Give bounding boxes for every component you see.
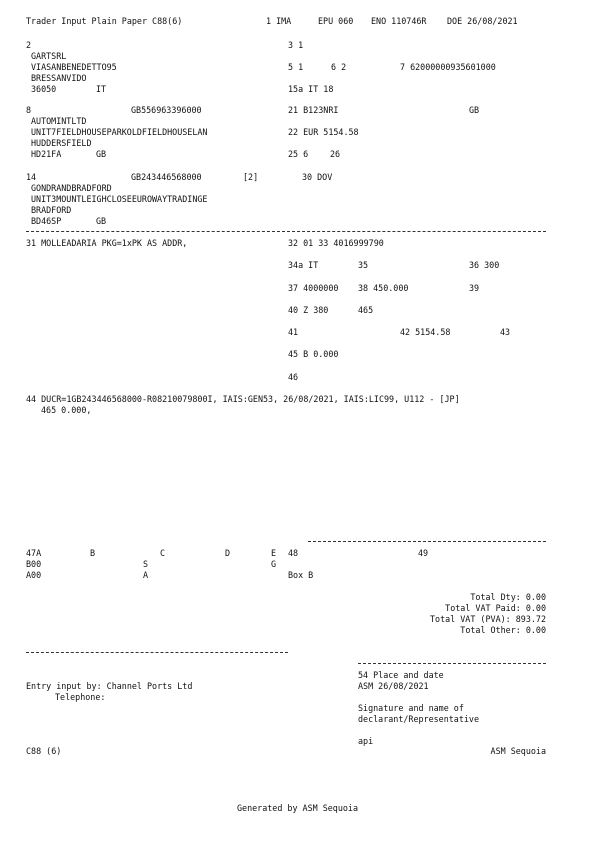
box46-statistical-value: 46 <box>288 372 299 382</box>
box1-declaration-type: 1 IMA <box>266 16 292 26</box>
box47-row2-a: A00 <box>26 570 42 580</box>
box47-row1-b: S <box>143 559 149 569</box>
box42-item-price: 42 5154.58 <box>400 327 451 337</box>
box41-supplementary-units: 41 <box>288 327 299 337</box>
declarant-city: BRADFORD <box>31 205 72 215</box>
box25-transport-mode: 25 6 <box>288 149 309 159</box>
total-duty: Total Dty: 0.00 <box>470 592 546 602</box>
box32-commodity-code: 32 01 33 4016999790 <box>288 238 384 248</box>
box43-valuation: 43 <box>500 327 511 337</box>
consignor-country: IT <box>96 84 107 94</box>
box47-row1-c: G <box>271 559 277 569</box>
box45-adjustment: 45 B 0.000 <box>288 349 339 359</box>
form-title: Trader Input Plain Paper C88(6) <box>26 16 183 26</box>
consignee-postcode: HD21FA <box>31 149 62 159</box>
total-other: Total Other: 0.00 <box>460 625 546 635</box>
declarant-eori: GB243446568000 <box>131 172 202 182</box>
declarant-name: GONDRANDBRADFORD <box>31 183 112 193</box>
box54-label: 54 Place and date <box>358 670 444 680</box>
box47-top-divider <box>308 541 546 542</box>
box44-additional-info-cont: 465 0.000, <box>41 405 92 415</box>
box2-number: 2 <box>26 40 32 50</box>
box39-quota: 39 <box>469 283 480 293</box>
box26-inland-mode: 26 <box>330 149 341 159</box>
box37-procedure: 37 4000000 <box>288 283 339 293</box>
consignor-name: GARTSRL <box>31 51 67 61</box>
box21-country: GB <box>469 105 480 115</box>
box14-number: 14 <box>26 172 37 182</box>
signature-label: Signature and name of <box>358 703 464 713</box>
entry-input-by: Entry input by: Channel Ports Ltd <box>26 681 193 691</box>
software-name: ASM Sequoia <box>490 746 546 756</box>
consignee-street: UNIT7FIELDHOUSEPARKOLDFIELDHOUSELAN <box>31 127 208 137</box>
box-b-accounting: Box B <box>288 570 314 580</box>
box54-divider <box>358 663 546 664</box>
declarant-status-code: [2] <box>243 172 259 182</box>
entry-number: ENO 110746R <box>371 16 427 26</box>
box49-warehouse: 49 <box>418 548 429 558</box>
box21-transport: 21 B123NRI <box>288 105 339 115</box>
box38-net-mass: 38 450.000 <box>358 283 409 293</box>
box3-forms: 3 1 <box>288 40 304 50</box>
box40-previous-document: 40 Z 380 <box>288 305 329 315</box>
box22-currency-amount: 22 EUR 5154.58 <box>288 127 359 137</box>
box5-items: 5 1 <box>288 62 304 72</box>
box54-place-date: ASM 26/08/2021 <box>358 681 429 691</box>
consignee-name: AUTOMINTLTD <box>31 116 87 126</box>
box47-row2-b: A <box>143 570 149 580</box>
box47-header-e: E <box>271 548 277 558</box>
box44-additional-info: 44 DUCR=1GB243446568000-R08210079800I, IAIS:GEN53, 26/08/2021, IAIS:LIC99, U112 - [JP] <box>26 394 460 404</box>
box47-header-b: B <box>90 548 96 558</box>
consignor-street: VIASANBENEDETTO95 <box>31 62 117 72</box>
box47-header-c: C <box>160 548 166 558</box>
box48-deferred-payment: 48 <box>288 548 299 558</box>
section-divider <box>26 231 546 232</box>
box47-row1-a: B00 <box>26 559 42 569</box>
consignee-eori: GB556963396000 <box>131 105 202 115</box>
box30-location: 30 DOV <box>302 172 333 182</box>
box47-header-d: D <box>225 548 231 558</box>
signature-value: api <box>358 736 374 746</box>
declarant-postcode: BD46SP <box>31 216 62 226</box>
epu-number: EPU 060 <box>318 16 354 26</box>
box31-goods-description: 31 MOLLEADARIA PKG=1xPK AS ADDR, <box>26 238 188 248</box>
declarant-street: UNIT3MOUNTLEIGHCLOSEEUROWAYTRADINGE <box>31 194 208 204</box>
consignor-postcode: 36050 <box>31 84 57 94</box>
declarant-country: GB <box>96 216 107 226</box>
box15a-dispatch-country: 15a IT 18 <box>288 84 334 94</box>
box35-gross-mass: 35 <box>358 260 369 270</box>
box8-number: 8 <box>26 105 32 115</box>
declarant-representative-label: declarant/Representative <box>358 714 480 724</box>
box7-reference: 7 62000000935601000 <box>400 62 496 72</box>
entry-divider <box>26 652 288 653</box>
box36-preference: 36 300 <box>469 260 500 270</box>
box47-header-a: 47A <box>26 548 42 558</box>
total-vat-paid: Total VAT Paid: 0.00 <box>445 603 546 613</box>
consignee-country: GB <box>96 149 107 159</box>
consignor-city: BRESSANVIDO <box>31 73 87 83</box>
box40-value: 465 <box>358 305 374 315</box>
generated-by: Generated by ASM Sequoia <box>236 803 358 813</box>
telephone-label: Telephone: <box>55 692 106 702</box>
box6-packages: 6 2 <box>331 62 347 72</box>
consignee-city: HUDDERSFIELD <box>31 138 92 148</box>
form-code: C88 (6) <box>26 746 62 756</box>
box34a-origin: 34a IT <box>288 260 319 270</box>
total-vat-pva: Total VAT (PVA): 893.72 <box>430 614 546 624</box>
date-of-entry: DOE 26/08/2021 <box>447 16 518 26</box>
